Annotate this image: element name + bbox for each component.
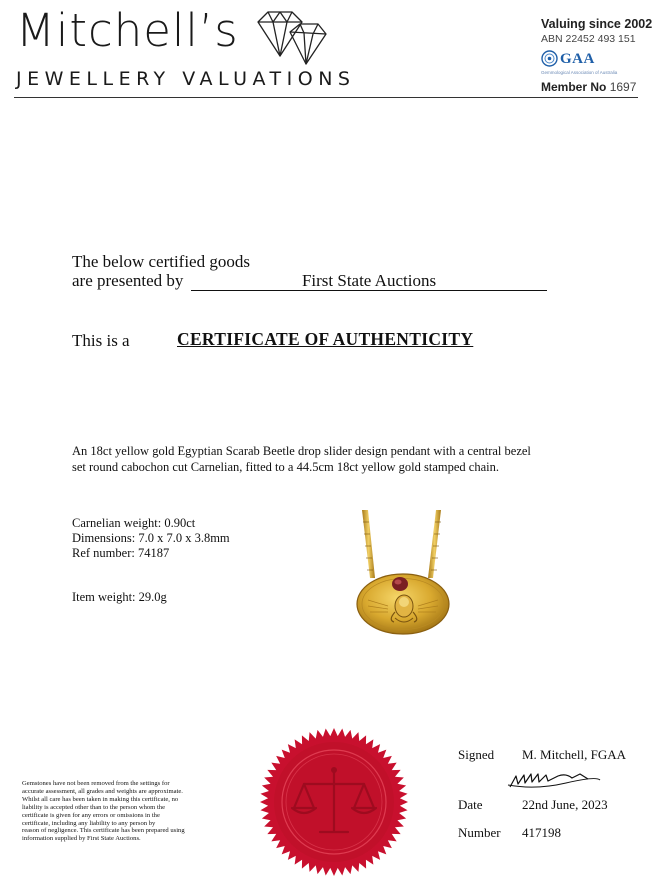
gaa-seal-icon [541,50,558,67]
signed-value: M. Mitchell, FGAA [522,747,626,762]
date-label: Date [458,797,483,812]
ref-number: Ref number: 74187 [72,546,170,560]
member-label: Member No [541,80,607,94]
certificate-title: CERTIFICATE OF AUTHENTICITY [177,329,474,349]
member-no-value: 1697 [609,80,637,94]
gaa-logo-text: GAA [560,51,595,67]
red-seal-icon [258,726,410,878]
intro-line-2: are presented by [72,271,184,290]
carnelian-weight: Carnelian weight: 0.90ct [72,516,196,530]
abn-number: ABN 22452 493 151 [541,33,636,45]
brand-subtitle: JEWELLERY VALUATIONS [16,68,356,90]
disclaimer-line: Whilst all care has been taken in making this certificate, no [22,795,179,803]
presenter-underline [191,290,547,291]
header-divider [14,97,638,98]
disclaimer-line: Gemstones have not been removed from the settings for [22,780,170,787]
pendant-photo [348,508,458,648]
gaa-tagline: Gemmological Association of Australia [541,70,618,75]
disclaimer-line: liability is accepted other than to the person whom the [22,803,166,811]
signed-label: Signed [458,747,495,762]
disclaimer-line: accurate assessment, all grades and weights are approximate. [22,787,183,795]
presenter-name: First State Auctions [301,271,437,290]
member-number [541,80,636,94]
diamond-icon [256,10,328,66]
intro-line-1: The below certified goods [72,252,250,271]
item-description: An 18ct yellow gold Egyptian Scarab Beetle drop slider design pendant with a central bezel set round cabochon cut Carnelian, fitted to a 44.5cm 18ct yellow gold stamped chain. [72,444,531,474]
valuing-since: Valuing since 2002 [541,17,653,31]
date-value: 22nd June, 2023 [522,797,608,812]
disclaimer-line: certificate is given for any errors or omissions in the [22,811,160,819]
disclaimer [22,780,248,843]
disclaimer-line: certificate, including any liability to any person by [22,819,156,827]
number-value: 417198 [522,825,561,840]
disclaimer-line: information supplied by First State Auctions. [22,835,141,843]
disclaimer-line: reason of negligence. This certificate has been prepared using [22,827,185,835]
brand-name: Mitchell’s [16,4,239,57]
signature [506,770,602,792]
dimensions: Dimensions: 7.0 x 7.0 x 3.8mm [72,531,230,545]
item-weight: Item weight: 29.0g [72,590,167,604]
number-label: Number [458,825,501,840]
certificate-prefix: This is a [72,331,130,350]
